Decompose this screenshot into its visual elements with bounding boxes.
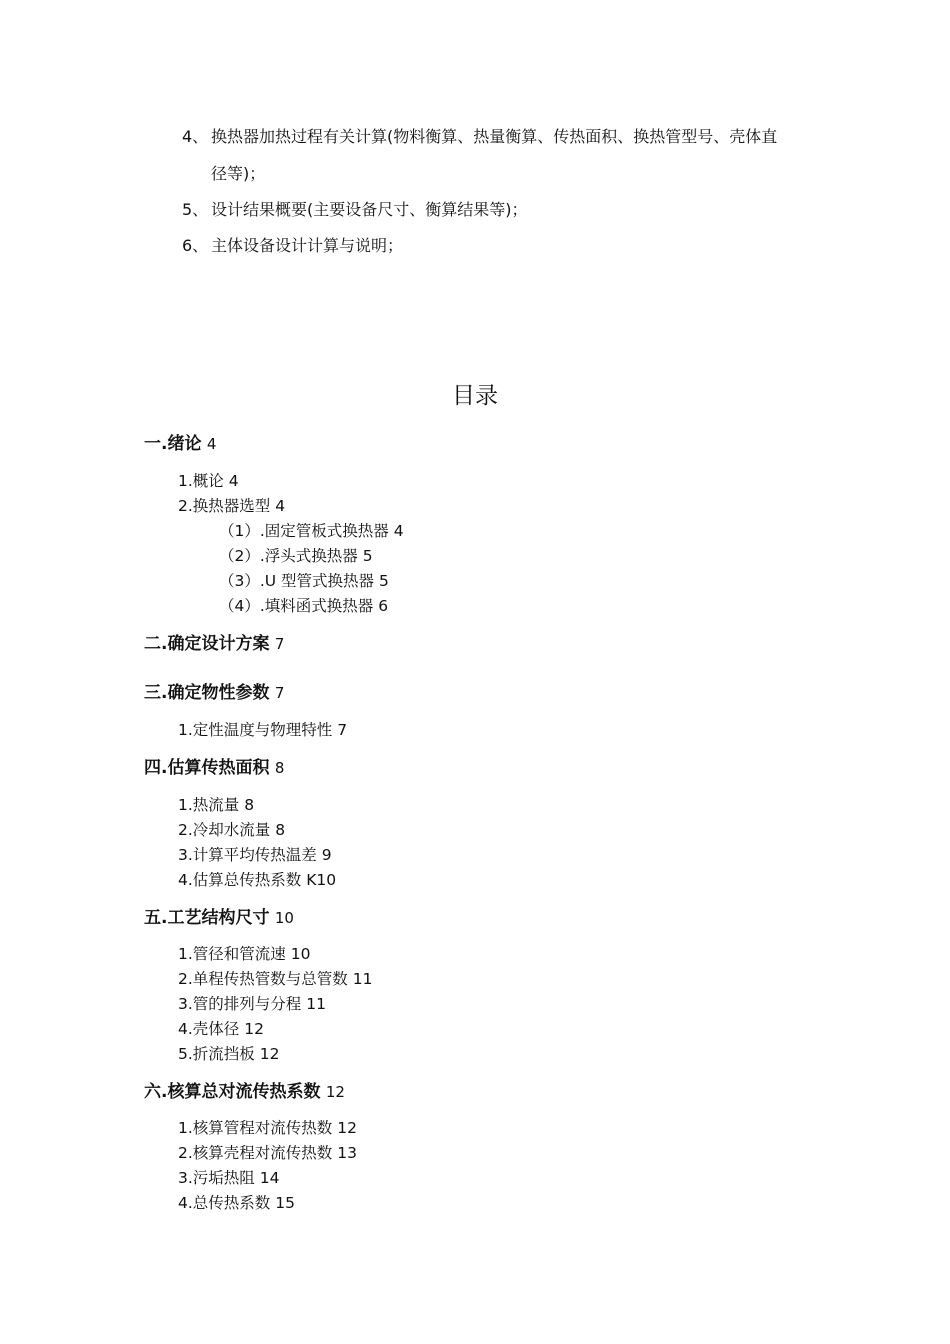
toc-entry-section[interactable] — [178, 868, 336, 892]
toc-entry-label: 3.污垢热阻 — [178, 1169, 255, 1187]
toc-entry-section[interactable] — [178, 494, 285, 518]
toc-entry-label: （2）.浮头式换热器 — [219, 547, 358, 565]
toc-entry-section[interactable] — [178, 1191, 295, 1215]
toc-entry-section[interactable] — [178, 718, 347, 742]
toc-entry-page: 10 — [316, 871, 337, 889]
toc-entry-page: 12 — [259, 1045, 280, 1063]
toc-entry-section[interactable] — [178, 793, 254, 817]
toc-entry-label: 1.概论 — [178, 472, 224, 490]
toc-entry-page: 10 — [290, 945, 311, 963]
toc-entry-label: （4）.填料函式换热器 — [219, 597, 374, 615]
toc-entry-section[interactable] — [178, 967, 372, 991]
toc-entry-label: 六.核算总对流传热系数 — [144, 1082, 321, 1102]
toc-entry-subsection[interactable] — [219, 594, 388, 618]
toc-entry-section[interactable] — [178, 1017, 264, 1041]
toc-entry-page: 11 — [306, 995, 326, 1013]
toc-entry-label: （1）.固定管板式换热器 — [219, 522, 389, 540]
requirement-item-5 — [182, 192, 528, 228]
toc-entry-label: 2.单程传热管数与总管数 — [178, 970, 348, 988]
requirement-number: 5、 — [182, 200, 209, 219]
toc-entry-page: 7 — [337, 721, 348, 739]
toc-entry-label: 二.确定设计方案 — [144, 634, 270, 654]
toc-entry-section[interactable] — [178, 843, 332, 867]
toc-entry-label: 2.核算壳程对流传热数 — [178, 1144, 333, 1162]
requirement-item-6 — [182, 228, 403, 264]
toc-entry-page: 10 — [274, 909, 294, 927]
toc-entry-page: 14 — [259, 1169, 280, 1187]
toc-entry-label: 5.折流挡板 — [178, 1045, 255, 1063]
toc-entry-label: 4.估算总传热系数 K — [178, 871, 317, 889]
toc-entry-label: 1.热流量 — [178, 796, 240, 814]
toc-entry-page: 4 — [228, 472, 239, 490]
toc-entry-page: 4 — [393, 522, 404, 540]
toc-entry-label: 五.工艺结构尺寸 — [144, 908, 270, 928]
toc-entry-chapter[interactable] — [144, 632, 284, 656]
toc-title: 目录 — [452, 383, 498, 409]
toc-entry-label: 四.估算传热面积 — [144, 758, 270, 778]
toc-entry-subsection[interactable] — [219, 519, 404, 543]
toc-entry-page: 5 — [379, 572, 389, 590]
toc-entry-chapter[interactable] — [144, 906, 294, 930]
toc-entry-page: 7 — [274, 635, 285, 653]
toc-entry-subsection[interactable] — [219, 544, 373, 568]
toc-entry-page: 13 — [337, 1144, 357, 1162]
toc-entry-label: 2.换热器选型 — [178, 497, 271, 515]
toc-entry-label: 三.确定物性参数 — [144, 683, 270, 703]
toc-entry-section[interactable] — [178, 1141, 357, 1165]
toc-entry-page: 12 — [337, 1119, 357, 1137]
toc-entry-label: 3.管的排列与分程 — [178, 995, 302, 1013]
toc-entry-label: 一.绪论 — [144, 434, 202, 454]
toc-entry-page: 5 — [362, 547, 373, 565]
toc-entry-label: （3）.U 型管式换热器 — [219, 572, 375, 590]
toc-entry-section[interactable] — [178, 1116, 357, 1140]
toc-entry-chapter[interactable] — [144, 681, 284, 705]
toc-entry-chapter[interactable] — [144, 756, 284, 780]
toc-entry-label: 2.冷却水流量 — [178, 821, 271, 839]
requirement-item-4 — [182, 119, 777, 155]
toc-entry-page: 6 — [378, 597, 389, 615]
toc-entry-section[interactable] — [178, 1042, 279, 1066]
toc-entry-page: 15 — [275, 1194, 295, 1212]
toc-entry-page: 8 — [275, 821, 286, 839]
requirement-text: 换热器加热过程有关计算(物料衡算、热量衡算、传热面积、换热管型号、壳体直 — [211, 127, 778, 146]
toc-entry-label: 4.壳体径 — [178, 1020, 240, 1038]
toc-entry-label: 3.计算平均传热温差 — [178, 846, 317, 864]
toc-entry-page: 12 — [244, 1020, 264, 1038]
toc-entry-label: 1.核算管程对流传热数 — [178, 1119, 333, 1137]
toc-entry-label: 1.定性温度与物理特性 — [178, 721, 333, 739]
toc-entry-page: 4 — [206, 435, 217, 453]
toc-entry-page: 11 — [352, 970, 373, 988]
toc-entry-section[interactable] — [178, 469, 239, 493]
requirement-item-4-continuation: 径等)； — [211, 164, 266, 183]
requirement-text: 主体设备设计计算与说明； — [211, 236, 404, 255]
requirement-number: 6、 — [182, 236, 209, 255]
requirement-number: 4、 — [182, 127, 209, 146]
toc-entry-page: 7 — [274, 684, 285, 702]
toc-entry-page: 4 — [275, 497, 286, 515]
toc-entry-label: 4.总传热系数 — [178, 1194, 271, 1212]
toc-entry-chapter[interactable] — [144, 432, 216, 456]
toc-entry-section[interactable] — [178, 1166, 279, 1190]
toc-entry-section[interactable] — [178, 818, 285, 842]
toc-entry-subsection[interactable] — [219, 569, 389, 593]
toc-entry-section[interactable] — [178, 942, 310, 966]
requirement-text: 设计结果概要(主要设备尺寸、衡算结果等)； — [211, 200, 528, 219]
toc-entry-page: 12 — [325, 1083, 345, 1101]
toc-entry-chapter[interactable] — [144, 1080, 345, 1104]
toc-entry-page: 8 — [244, 796, 255, 814]
toc-entry-page: 8 — [274, 759, 285, 777]
toc-entry-page: 9 — [321, 846, 332, 864]
toc-entry-label: 1.管径和管流速 — [178, 945, 286, 963]
toc-entry-section[interactable] — [178, 992, 326, 1016]
